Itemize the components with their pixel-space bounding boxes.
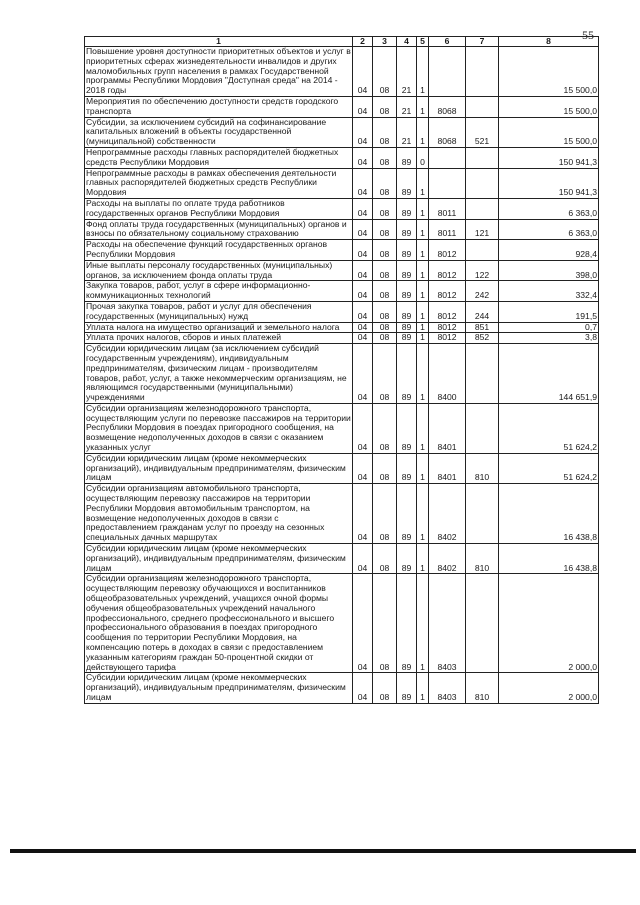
code-cell: 8012: [429, 281, 466, 302]
code-cell: 04: [353, 198, 373, 219]
code-cell: 89: [397, 168, 417, 198]
code-cell: 852: [466, 333, 499, 344]
code-cell: 08: [373, 198, 397, 219]
code-cell: 1: [417, 344, 429, 404]
code-cell: 04: [353, 484, 373, 544]
code-cell: 04: [353, 47, 373, 97]
column-header: 3: [373, 37, 397, 47]
code-cell: 89: [397, 260, 417, 281]
code-cell: 8403: [429, 574, 466, 673]
code-cell: 21: [397, 96, 417, 117]
budget-table: [84, 36, 599, 704]
code-cell: 08: [373, 344, 397, 404]
code-cell: 1: [417, 574, 429, 673]
amount-cell: 398,0: [499, 260, 599, 281]
page-bottom-border: [10, 849, 636, 853]
code-cell: [466, 344, 499, 404]
row-name-cell: Субсидии юридическим лицам (кроме некоммерческих организаций), индивидуальным предпринимателям, физическим лицам: [85, 544, 353, 574]
code-cell: 8401: [429, 453, 466, 483]
code-cell: 1: [417, 47, 429, 97]
code-cell: 08: [373, 301, 397, 322]
code-cell: 1: [417, 281, 429, 302]
code-cell: 08: [373, 322, 397, 333]
code-cell: 1: [417, 333, 429, 344]
code-cell: 810: [466, 453, 499, 483]
column-header: 8: [499, 37, 599, 47]
code-cell: 8012: [429, 301, 466, 322]
code-cell: 1: [417, 198, 429, 219]
code-cell: 08: [373, 574, 397, 673]
row-name-cell: Прочая закупка товаров, работ и услуг для обеспечения государственных (муниципальных) нужд: [85, 301, 353, 322]
code-cell: 1: [417, 453, 429, 483]
amount-cell: 0,7: [499, 322, 599, 333]
code-cell: [466, 484, 499, 544]
column-header: 6: [429, 37, 466, 47]
row-name-cell: Непрограммные расходы главных распорядителей бюджетных средств Республики Мордовия: [85, 147, 353, 168]
table-row: [85, 168, 599, 198]
code-cell: 08: [373, 147, 397, 168]
code-cell: 810: [466, 544, 499, 574]
code-cell: 1: [417, 301, 429, 322]
amount-cell: 16 438,8: [499, 484, 599, 544]
code-cell: 08: [373, 484, 397, 544]
code-cell: 04: [353, 574, 373, 673]
amount-cell: 15 500,0: [499, 47, 599, 97]
code-cell: 08: [373, 673, 397, 703]
code-cell: 08: [373, 544, 397, 574]
code-cell: 242: [466, 281, 499, 302]
code-cell: 1: [417, 117, 429, 147]
code-cell: 08: [373, 281, 397, 302]
code-cell: 04: [353, 117, 373, 147]
code-cell: 1: [417, 260, 429, 281]
table-row: [85, 147, 599, 168]
code-cell: 89: [397, 147, 417, 168]
amount-cell: 2 000,0: [499, 574, 599, 673]
code-cell: 1: [417, 673, 429, 703]
column-header: 2: [353, 37, 373, 47]
amount-cell: 144 651,9: [499, 344, 599, 404]
code-cell: 0: [417, 147, 429, 168]
table-row: [85, 574, 599, 673]
code-cell: 08: [373, 117, 397, 147]
code-cell: 8011: [429, 198, 466, 219]
code-cell: [429, 47, 466, 97]
table-row: [85, 344, 599, 404]
code-cell: 1: [417, 484, 429, 544]
table-row: [85, 673, 599, 703]
code-cell: 21: [397, 47, 417, 97]
amount-cell: 15 500,0: [499, 117, 599, 147]
row-name-cell: Субсидии юридическим лицам (за исключением субсидий государственным учреждениям), индивидуальным предпринимателям, физическим лицам - производителям товаров, работ, услуг, а также некоммерческим организациям, не являющимся государственными (муниципальными) учреждениями: [85, 344, 353, 404]
amount-cell: 6 363,0: [499, 198, 599, 219]
page-number: 55: [582, 28, 594, 42]
code-cell: 89: [397, 333, 417, 344]
amount-cell: 51 624,2: [499, 453, 599, 483]
amount-cell: 191,5: [499, 301, 599, 322]
amount-cell: 928,4: [499, 240, 599, 261]
code-cell: 1: [417, 544, 429, 574]
amount-cell: 15 500,0: [499, 96, 599, 117]
code-cell: 04: [353, 322, 373, 333]
table-row: [85, 301, 599, 322]
code-cell: 89: [397, 219, 417, 240]
row-name-cell: Субсидии юридическим лицам (кроме некоммерческих организаций), индивидуальным предпринимателям, физическим лицам: [85, 673, 353, 703]
code-cell: 89: [397, 301, 417, 322]
column-header: 4: [397, 37, 417, 47]
row-name-cell: Фонд оплаты труда государственных (муниципальных) органов и взносы по обязательному социальному страхованию: [85, 219, 353, 240]
table-row: [85, 453, 599, 483]
code-cell: 122: [466, 260, 499, 281]
code-cell: 8012: [429, 260, 466, 281]
code-cell: 521: [466, 117, 499, 147]
code-cell: 89: [397, 484, 417, 544]
code-cell: 08: [373, 453, 397, 483]
code-cell: 04: [353, 453, 373, 483]
code-cell: 89: [397, 544, 417, 574]
code-cell: 1: [417, 403, 429, 453]
table-row: [85, 403, 599, 453]
code-cell: 08: [373, 219, 397, 240]
code-cell: 04: [353, 240, 373, 261]
code-cell: 04: [353, 260, 373, 281]
table-row: [85, 117, 599, 147]
code-cell: [466, 147, 499, 168]
code-cell: 8401: [429, 403, 466, 453]
amount-cell: 332,4: [499, 281, 599, 302]
row-name-cell: Субсидии юридическим лицам (кроме некоммерческих организаций), индивидуальным предпринимателям, физическим лицам: [85, 453, 353, 483]
row-name-cell: Мероприятия по обеспечению доступности средств городского транспорта: [85, 96, 353, 117]
amount-cell: 2 000,0: [499, 673, 599, 703]
row-name-cell: Субсидии, за исключением субсидий на софинансирование капитальных вложений в объекты государственной (муниципальной) собственности: [85, 117, 353, 147]
row-name-cell: Повышение уровня доступности приоритетных объектов и услуг в приоритетных сферах жизнедеятельности инвалидов и других маломобильных групп населения в рамках Государственной программы Республики Мордовия "Доступная среда" на 2014 - 2018 годы: [86, 46, 351, 96]
code-cell: [429, 147, 466, 168]
amount-cell: 150 941,3: [499, 147, 599, 168]
code-cell: [466, 574, 499, 673]
code-cell: 1: [417, 96, 429, 117]
code-cell: [466, 198, 499, 219]
table-row: [85, 47, 599, 97]
code-cell: 08: [373, 240, 397, 261]
code-cell: 04: [353, 281, 373, 302]
code-cell: 810: [466, 673, 499, 703]
code-cell: [466, 96, 499, 117]
code-cell: 8403: [429, 673, 466, 703]
code-cell: 04: [353, 673, 373, 703]
code-cell: 8400: [429, 344, 466, 404]
code-cell: 8068: [429, 96, 466, 117]
row-name-cell: Расходы на обеспечение функций государственных органов Республики Мордовия: [85, 240, 353, 261]
code-cell: 89: [397, 281, 417, 302]
table-row: [85, 240, 599, 261]
code-cell: 8068: [429, 117, 466, 147]
code-cell: 04: [353, 403, 373, 453]
row-name-cell: Субсидии организациям железнодорожного транспорта, осуществляющим перевозку обучающихся и воспитанников общеобразовательных учреждений, учащихся очной формы обучения общеобразовательных учреждений начального профессионального, среднего профессионального и высшего профессионального образования в поездах пригородного сообщения по территории Республики Мордовия, на компенсацию потерь в доходах в связи с предоставлением указанным категориям граждан 50-процентной скидки от действующего тарифа: [85, 574, 353, 673]
code-cell: 8402: [429, 544, 466, 574]
code-cell: [466, 403, 499, 453]
code-cell: 08: [373, 260, 397, 281]
code-cell: 89: [397, 453, 417, 483]
code-cell: 08: [373, 168, 397, 198]
code-cell: 851: [466, 322, 499, 333]
code-cell: 08: [373, 96, 397, 117]
amount-cell: 3,8: [499, 333, 599, 344]
code-cell: 04: [353, 333, 373, 344]
code-cell: 1: [417, 322, 429, 333]
table-row: [85, 322, 599, 333]
code-cell: 8011: [429, 219, 466, 240]
code-cell: 08: [373, 403, 397, 453]
amount-cell: 6 363,0: [499, 219, 599, 240]
code-cell: 8012: [429, 240, 466, 261]
row-name-cell: Закупка товаров, работ, услуг в сфере информационно-коммуникационных технологий: [85, 281, 353, 302]
code-cell: 89: [397, 198, 417, 219]
code-cell: 21: [397, 117, 417, 147]
code-cell: 89: [397, 403, 417, 453]
code-cell: 04: [353, 168, 373, 198]
code-cell: [466, 47, 499, 97]
code-cell: 89: [397, 322, 417, 333]
code-cell: 04: [353, 344, 373, 404]
table-row: [85, 333, 599, 344]
code-cell: 04: [353, 544, 373, 574]
code-cell: 04: [353, 147, 373, 168]
code-cell: 8012: [429, 333, 466, 344]
amount-cell: 150 941,3: [499, 168, 599, 198]
code-cell: 89: [397, 574, 417, 673]
row-name-cell: Субсидии организациям железнодорожного транспорта, осуществляющим услуги по перевозке пассажиров на территории Республики Мордовия в поездах пригородного сообщения, на возмещение недополученных доходов в связи с оказанием указанных услуг: [86, 402, 351, 453]
row-name-cell: Уплата налога на имущество организаций и земельного налога: [85, 322, 353, 333]
column-header: 5: [417, 37, 429, 47]
code-cell: 244: [466, 301, 499, 322]
table-row: [85, 281, 599, 302]
code-cell: 89: [397, 344, 417, 404]
code-cell: [429, 168, 466, 198]
code-cell: 04: [353, 219, 373, 240]
code-cell: 89: [397, 240, 417, 261]
code-cell: 08: [373, 47, 397, 97]
table-header-row: [85, 37, 599, 47]
code-cell: 8012: [429, 322, 466, 333]
table-row: [85, 219, 599, 240]
table-row: [85, 484, 599, 544]
table-row: [85, 96, 599, 117]
code-cell: 1: [417, 168, 429, 198]
column-header: 1: [85, 37, 353, 47]
amount-cell: 16 438,8: [499, 544, 599, 574]
code-cell: 89: [397, 673, 417, 703]
code-cell: 1: [417, 240, 429, 261]
row-name-cell: Субсидии организациям автомобильного транспорта, осуществляющим перевозку пассажиров на территории Республики Мордовия автомобильным транспортом, на возмещение недополученных доходов в связи с предоставлением гражданам услуг по проезду на сезонных специальных дачных маршрутах: [85, 484, 353, 544]
code-cell: [466, 168, 499, 198]
code-cell: 121: [466, 219, 499, 240]
code-cell: 8402: [429, 484, 466, 544]
row-name-cell: Расходы на выплаты по оплате труда работников государственных органов Республики Мордовия: [85, 198, 353, 219]
row-name-cell: Непрограммные расходы в рамках обеспечения деятельности главных распорядителей бюджетных средств Республики Мордовия: [85, 168, 353, 198]
amount-cell: 51 624,2: [499, 403, 599, 453]
table-row: [85, 198, 599, 219]
row-name-cell: Иные выплаты персоналу государственных (муниципальных) органов, за исключением фонда оплаты труда: [85, 260, 353, 281]
row-name-cell: Уплата прочих налогов, сборов и иных платежей: [85, 333, 353, 344]
table-row: [85, 260, 599, 281]
code-cell: 04: [353, 301, 373, 322]
code-cell: 08: [373, 333, 397, 344]
code-cell: 04: [353, 96, 373, 117]
code-cell: 1: [417, 219, 429, 240]
code-cell: [466, 240, 499, 261]
table-row: [85, 544, 599, 574]
column-header: 7: [466, 37, 499, 47]
